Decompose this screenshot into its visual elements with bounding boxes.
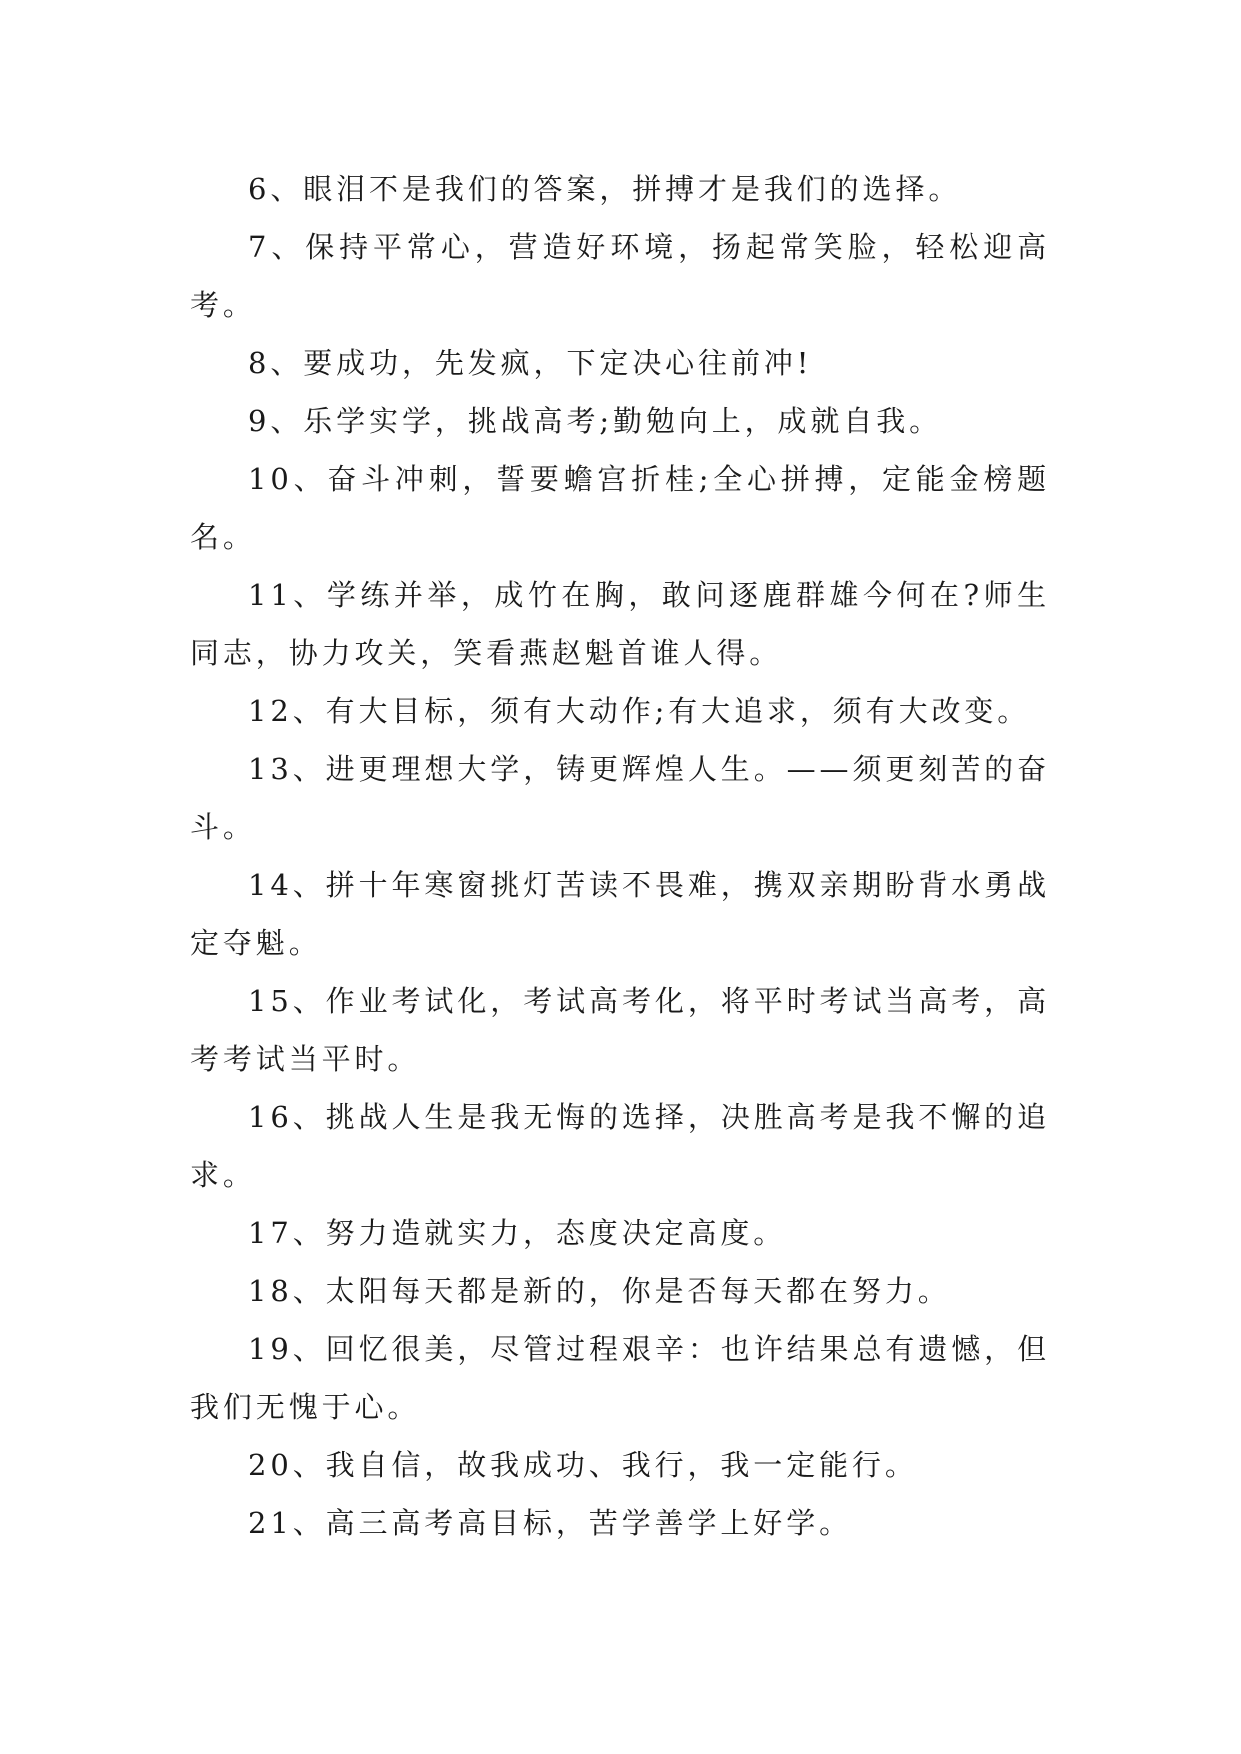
paragraph-19: 19、回忆很美，尽管过程艰辛：也许结果总有遗憾，但我们无愧于心。 — [190, 1332, 1050, 1424]
paragraph-15: 15、作业考试化，考试高考化，将平时考试当高考，高考考试当平时。 — [190, 984, 1050, 1076]
document-body — [190, 160, 1050, 1552]
paragraph-12: 12、有大目标，须有大动作;有大追求，须有大改变。 — [248, 694, 1031, 728]
paragraph-11: 11、学练并举，成竹在胸，敢问逐鹿群雄今何在?师生同志，协力攻关，笑看燕赵魁首谁人得。 — [190, 578, 1050, 670]
paragraph-20: 20、我自信，故我成功、我行，我一定能行。 — [248, 1448, 918, 1482]
paragraph-17: 17、努力造就实力，态度决定高度。 — [248, 1216, 787, 1250]
paragraph-10: 10、奋斗冲刺，誓要蟾宫折桂;全心拼搏，定能金榜题名。 — [190, 462, 1050, 554]
paragraph-9: 9、乐学实学，挑战高考;勤勉向上，成就自我。 — [248, 404, 943, 438]
paragraph-8: 8、要成功，先发疯，下定决心往前冲! — [248, 346, 813, 380]
paragraph-14: 14、拼十年寒窗挑灯苦读不畏难，携双亲期盼背水勇战定夺魁。 — [190, 868, 1050, 960]
paragraph-21: 21、高三高考高目标，苦学善学上好学。 — [248, 1506, 853, 1540]
paragraph-7: 7、保持平常心，营造好环境，扬起常笑脸，轻松迎高考。 — [190, 230, 1050, 322]
paragraph-18: 18、太阳每天都是新的，你是否每天都在努力。 — [248, 1274, 951, 1308]
paragraph-6: 6、眼泪不是我们的答案，拼搏才是我们的选择。 — [248, 172, 962, 206]
paragraph-16: 16、挑战人生是我无悔的选择，决胜高考是我不懈的追求。 — [190, 1100, 1050, 1192]
paragraph-13: 13、进更理想大学，铸更辉煌人生。——须更刻苦的奋斗。 — [190, 752, 1050, 844]
